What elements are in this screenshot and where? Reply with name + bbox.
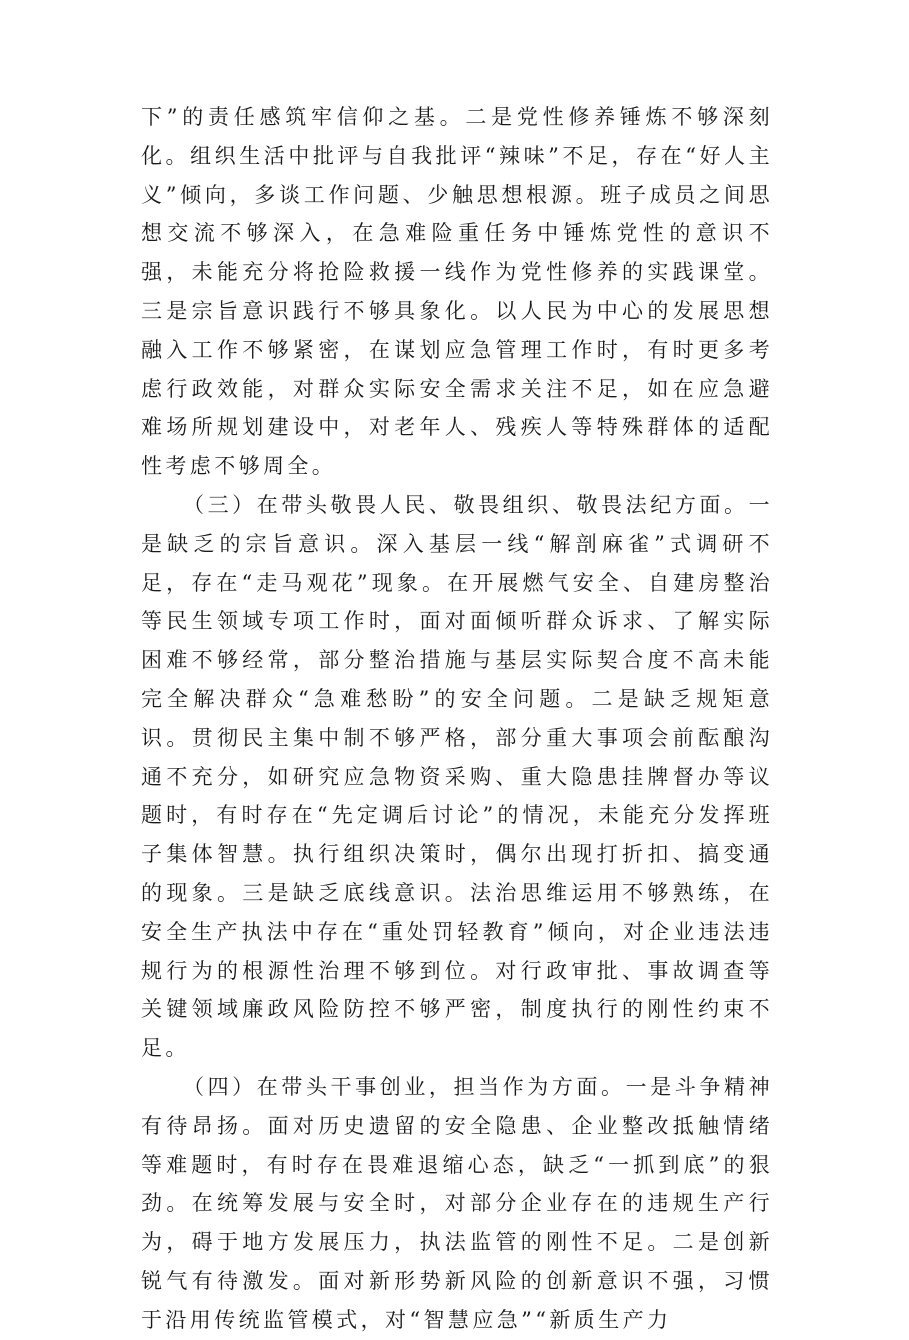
document-page xyxy=(141,98,773,1340)
paragraph-section-three: （三）在带头敬畏人民、敬畏组织、敬畏法纪方面。一是缺乏的宗旨意识。深入基层一线“解剖麻雀”式调研不足，存在“走马观花”现象。在开展燃气安全、自建房整治等民生领域专项工作时，面对面倾听群众诉求、了解实际困难不够经常，部分整治措施与基层实际契合度不高未能完全解决群众“急难愁盼”的安全问题。二是缺乏规矩意识。贯彻民主集中制不够严格，部分重大事项会前酝酿沟通不充分，如研究应急物资采购、重大隐患挂牌督办等议题时，有时存在“先定调后讨论”的情况，未能充分发挥班子集体智慧。执行组织决策时，偶尔出现打折扣、搞变通的现象。三是缺乏底线意识。法治思维运用不够熟练，在安全生产执法中存在“重处罚轻教育”倾向，对企业违法违规行为的根源性治理不够到位。对行政审批、事故调查等关键领域廉政风险防控不够严密，制度执行的刚性约束不足。 xyxy=(141,492,773,1061)
paragraph-party-spirit: 下”的责任感筑牢信仰之基。二是党性修养锤炼不够深刻化。组织生活中批评与自我批评“辣味”不足，存在“好人主义”倾向，多谈工作问题、少触思想根源。班子成员之间思想交流不够深入，在急难险重任务中锤炼党性的意识不强，未能充分将抢险救援一线作为党性修养的实践课堂。三是宗旨意识践行不够具象化。以人民为中心的发展思想融入工作不够紧密，在谋划应急管理工作时，有时更多考虑行政效能，对群众实际安全需求关注不足，如在应急避难场所规划建设中，对老年人、残疾人等特殊群体的适配性考虑不够周全。 xyxy=(141,105,773,479)
paragraph-section-four: （四）在带头干事创业，担当作为方面。一是斗争精神有待昂扬。面对历史遗留的安全隐患、企业整改抵触情绪等难题时，有时存在畏难退缩心态，缺乏“一抓到底”的狠劲。在统筹发展与安全时，对部分企业存在的违规生产行为，碍于地方发展压力，执法监管的刚性不足。二是创新锐气有待激发。面对新形势新风险的创新意识不强，习惯于沿用传统监管模式，对“智慧应急”“新质生产力 xyxy=(141,1074,773,1332)
